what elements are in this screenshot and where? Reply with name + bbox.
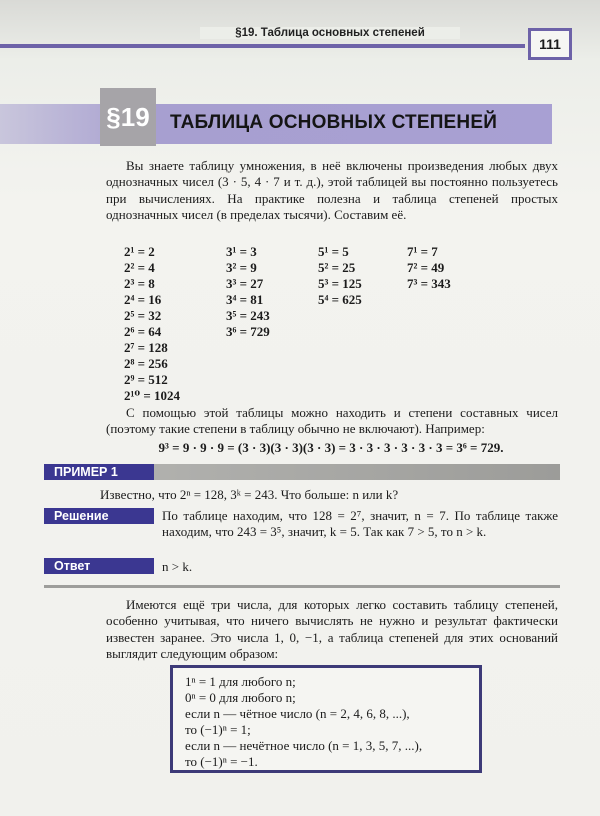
power-entry: 2¹⁰ = 1024 [124,388,180,403]
solution-text: По таблице находим, что 128 = 2⁷, значит, n = 7. По таблице также находим, что 243 = 3⁵, значит, k = 5. Так как 7 > 5, то n > k. [162,508,558,540]
example-question: Известно, что 2ⁿ = 128, 3ᵏ = 243. Что больше: n или k? [100,487,399,502]
power-entry: 3³ = 27 [226,276,264,291]
intro-paragraph: Вы знаете таблицу умножения, в неё включены произведения любых двух однозначных чисел (3 · 5, 4 · 7 и т. д.), этой таблицей вы постоянно пользуетесь при вычислениях. На практике полезна и таблица степеней простых однозначных чисел (в пределах тысячи). Составим её. [106,158,558,222]
power-entry: 2⁹ = 512 [124,372,168,387]
power-entry: 5¹ = 5 [318,244,349,259]
powers-column [226,244,270,340]
power-entry: 7³ = 343 [407,276,451,291]
power-entry: 3¹ = 3 [226,244,257,259]
divider [44,585,560,588]
powers-table [124,244,544,404]
power-entry: 2¹ = 2 [124,244,155,259]
power-entry: 3⁴ = 81 [226,292,264,307]
power-entry: 2² = 4 [124,260,155,275]
solution-label: Решение [44,508,154,524]
rules-box [170,665,482,773]
rule-line: если n — чётное число (n = 2, 4, 6, 8, ...), [185,706,410,721]
power-entry: 5⁴ = 625 [318,292,362,307]
power-entry: 2⁸ = 256 [124,356,168,371]
rule-line: 1ⁿ = 1 для любого n; [185,674,296,689]
composite-paragraph: С помощью этой таблицы можно находить и степени составных чисел (поэтому такие степени в таблицу обычно не включают). Например: [106,405,558,437]
power-entry: 2⁵ = 32 [124,308,162,323]
running-header: §19. Таблица основных степеней [200,27,460,39]
composite-example: 9³ = 9 · 9 · 9 = (3 · 3)(3 · 3)(3 · 3) = 3 · 3 · 3 · 3 · 3 · 3 = 3⁶ = 729. [158,440,504,455]
power-entry: 2⁶ = 64 [124,324,162,339]
power-entry: 7¹ = 7 [407,244,438,259]
powers-column [124,244,180,404]
rule-line: 0ⁿ = 0 для любого n; [185,690,296,705]
example-label: ПРИМЕР 1 [44,464,154,480]
power-entry: 2³ = 8 [124,276,155,291]
power-entry: 5² = 25 [318,260,356,275]
answer-label: Ответ [44,558,154,574]
power-entry: 7² = 49 [407,260,445,275]
power-entry: 2⁷ = 128 [124,340,168,355]
power-entry: 3⁵ = 243 [226,308,270,323]
power-entry: 5³ = 125 [318,276,362,291]
powers-column [407,244,451,292]
power-entry: 3⁶ = 729 [226,324,270,339]
rule-line: то (−1)ⁿ = 1; [185,722,251,737]
answer-text: n > k. [162,559,193,574]
page-number: 111 [528,28,572,60]
special-numbers-paragraph: Имеются ещё три числа, для которых легко составить таблицу степеней, особенно учитывая, что ничего вычислять не нужно и результат фактически известен заранее. Это числа 1, 0, −1, а таблица степеней для этих оснований выглядит следующим образом: [106,597,558,661]
section-title: ТАБЛИЦА ОСНОВНЫХ СТЕПЕНЕЙ [170,112,498,133]
header-rule [0,44,525,48]
section-number: §19 [100,88,156,146]
rule-line: то (−1)ⁿ = −1. [185,754,258,769]
power-entry: 3² = 9 [226,260,257,275]
powers-column [318,244,362,308]
power-entry: 2⁴ = 16 [124,292,162,307]
rule-line: если n — нечётное число (n = 1, 3, 5, 7, ...), [185,738,423,753]
